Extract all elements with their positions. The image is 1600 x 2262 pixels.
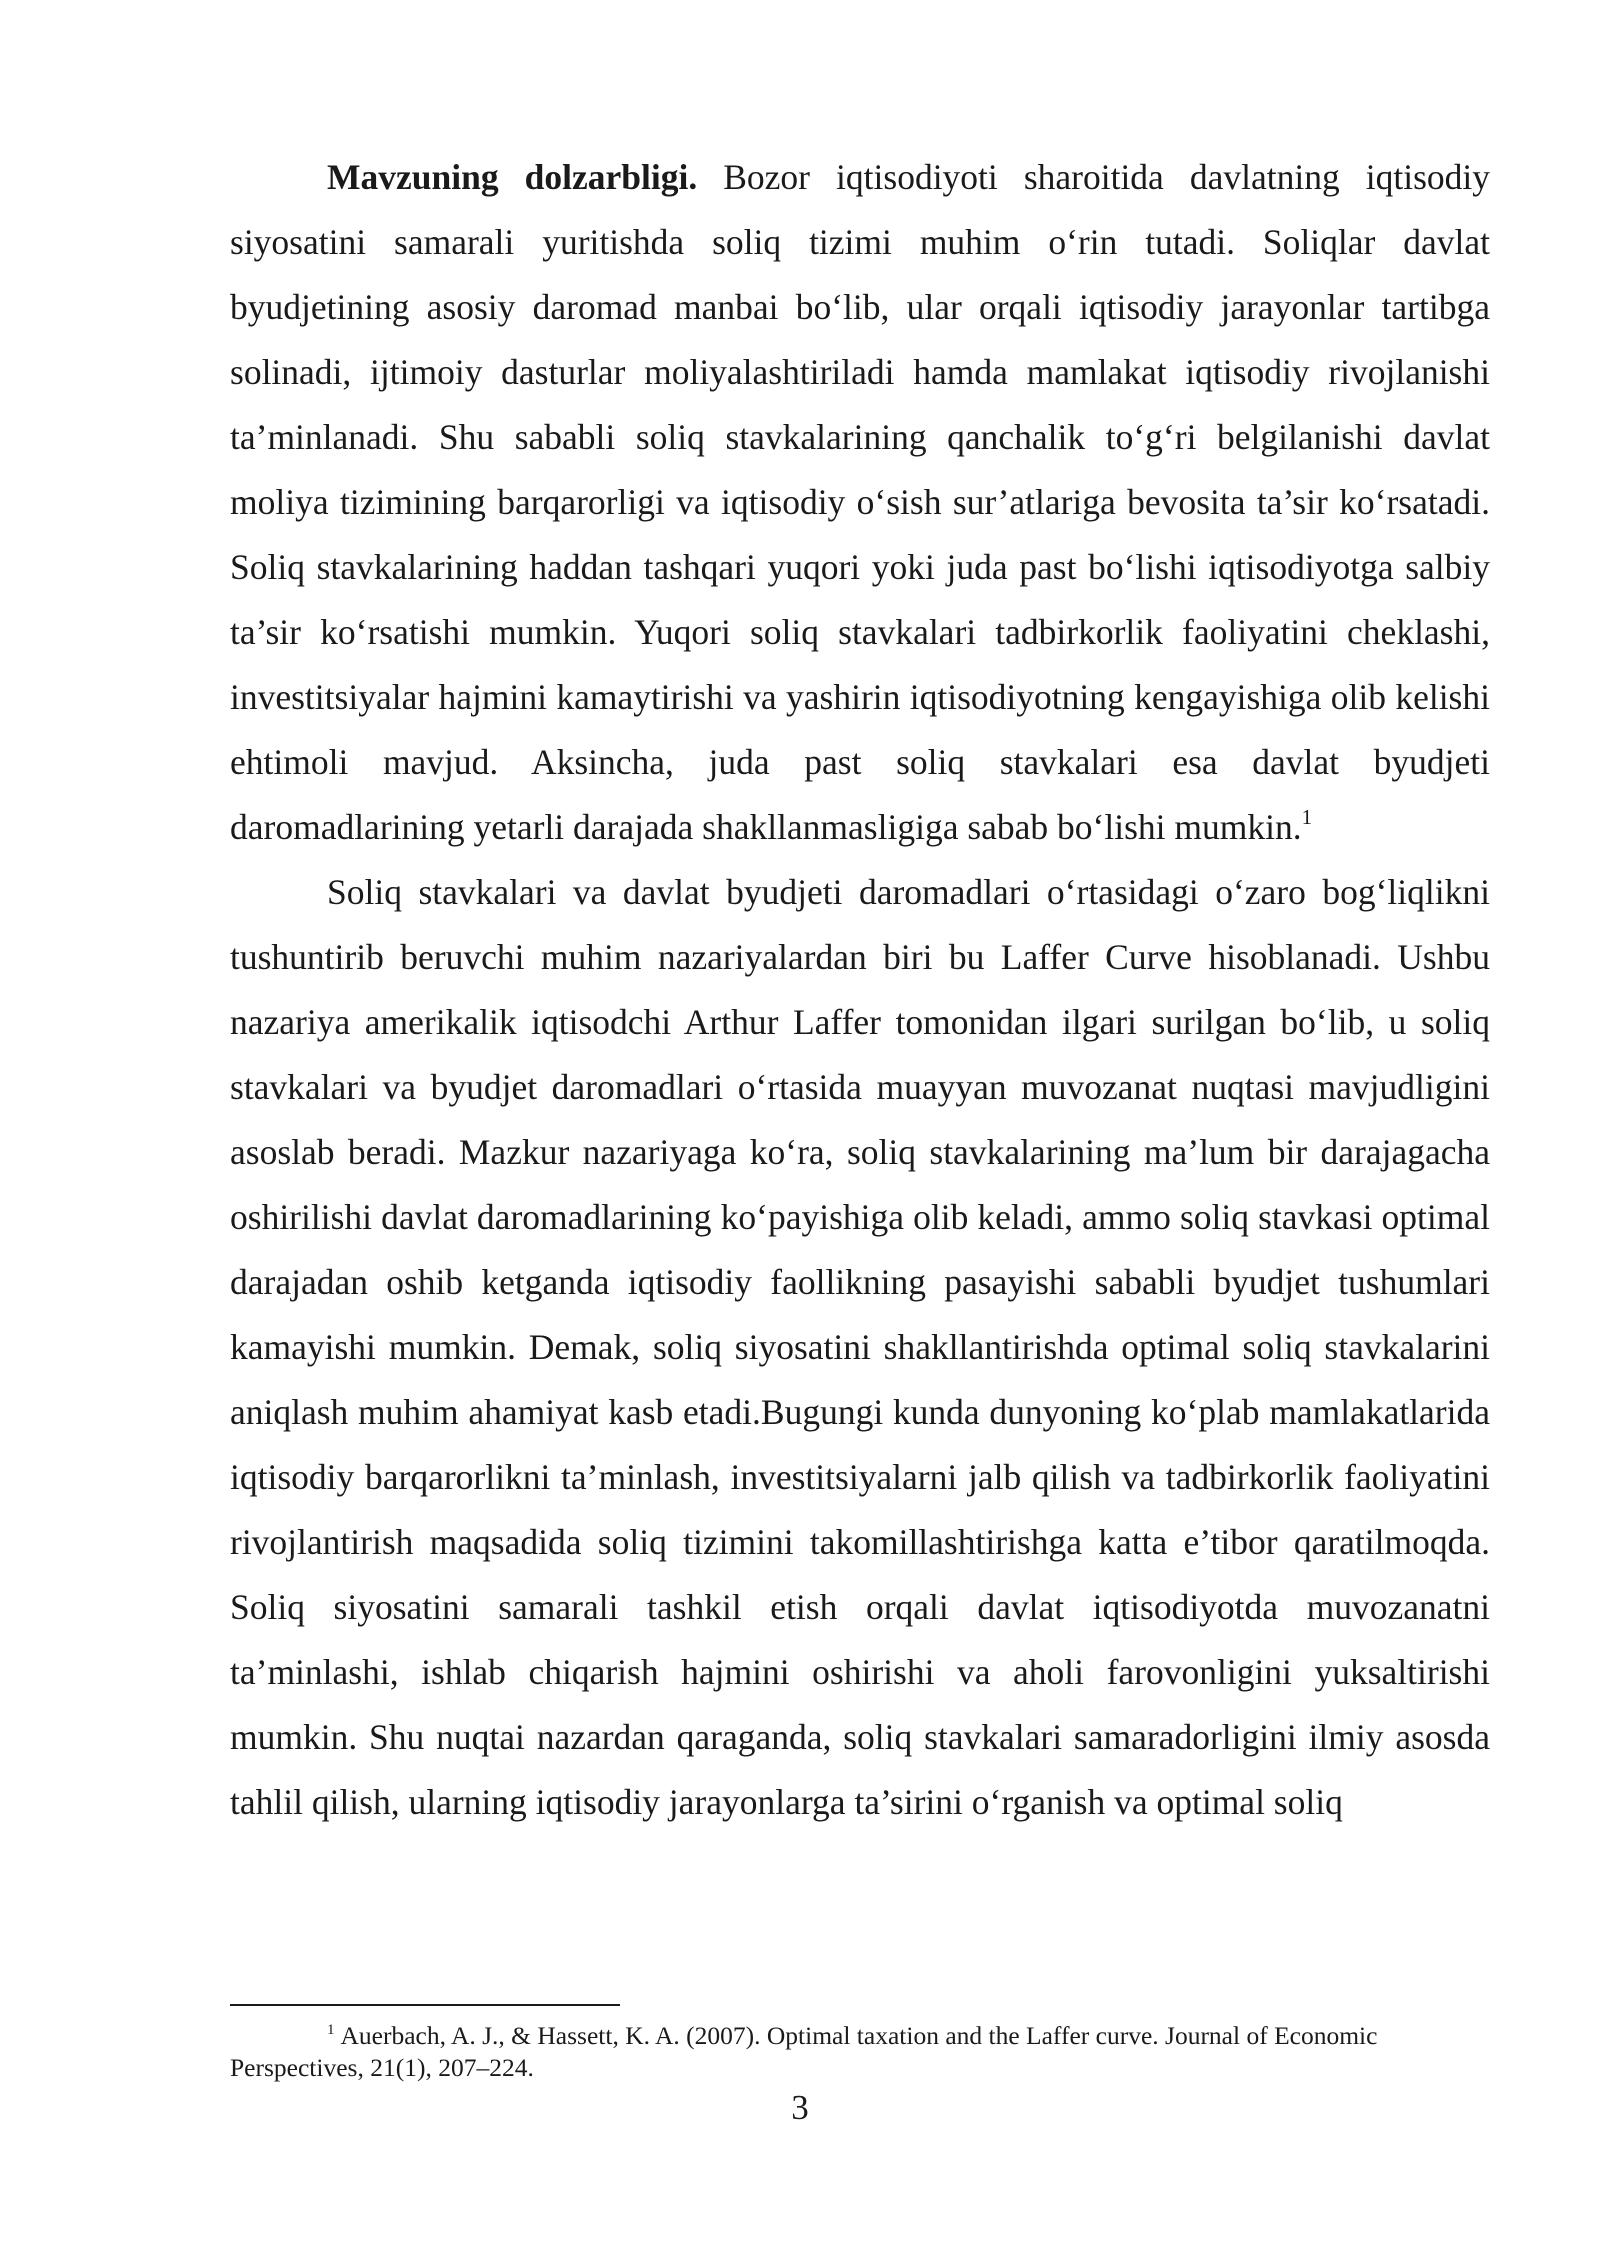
paragraph-lead-heading: Mavzuning dolzarbligi.: [327, 157, 698, 197]
paragraph-laffer: [230, 860, 1490, 1835]
footnote: [230, 2020, 1490, 2084]
paragraph-relevance: [230, 145, 1490, 860]
page-number: 3: [791, 2088, 809, 2127]
footnote-marker: 1: [327, 2022, 335, 2038]
body-text: [230, 145, 1490, 1835]
paragraph-text: Bozor iqtisodiyoti sharoitida davlatning iqtisodiy siyosatini samarali yuritishda soliq tizimi muhim o‘rin tutadi. Soliqlar davlat byudjetining asosiy daromad manbai bo‘lib, ular orqali iqtisodiy jarayonlar tartibga solinadi, ijtimoiy dasturlar moliyalashtiriladi hamda mamlakat iqtisodiy rivojlanishi ta’minlanadi. Shu sababli soliq stavkalarining qanchalik to‘g‘ri belgilanishi davlat moliya tizimining barqarorligi va iqtisodiy o‘sish sur’atlariga bevosita ta’sir ko‘rsatadi. Soliq stavkalarining haddan tashqari yuqori yoki juda past bo‘lishi iqtisodiyotga salbiy ta’sir ko‘rsatishi mumkin. Yuqori soliq stavkalari tadbirkorlik faoliyatini cheklashi, investitsiyalar hajmini kamaytirishi va yashirin iqtisodiyotning kengayishiga olib kelishi ehtimoli mavjud. Aksincha, juda past soliq stavkalari esa davlat byudjeti daromadlarining yetarli darajada shakllanmasligiga sabab bo‘lishi mumkin.: [230, 157, 1490, 847]
footnote-text: Auerbach, A. J., & Hassett, K. A. (2007). Optimal taxation and the Laffer curve. Journal of Economic Perspectives, 21(1), 207–224.: [230, 2021, 1378, 2082]
footnote-separator: [230, 2004, 620, 2006]
footnote-reference[interactable]: 1: [1301, 805, 1313, 829]
paragraph-text: Soliq stavkalari va davlat byudjeti daromadlari o‘rtasidagi o‘zaro bog‘liqlikni tushuntirib beruvchi muhim nazariyalardan biri bu Laffer Curve hisoblanadi. Ushbu nazariya amerikalik iqtisodchi Arthur Laffer tomonidan ilgari surilgan bo‘lib, u soliq stavkalari va byudjet daromadlari o‘rtasida muayyan muvozanat nuqtasi mavjudligini asoslab beradi. Mazkur nazariyaga ko‘ra, soliq stavkalarining ma’lum bir darajagacha oshirilishi davlat daromadlarining ko‘payishiga olib keladi, ammo soliq stavkasi optimal darajadan oshib ketganda iqtisodiy faollikning pasayishi sababli byudjet tushumlari kamayishi mumkin. Demak, soliq siyosatini shakllantirishda optimal soliq stavkalarini aniqlash muhim ahamiyat kasb etadi.Bugungi kunda dunyoning ko‘plab mamlakatlarida iqtisodiy barqarorlikni ta’minlash, investitsiyalarni jalb qilish va tadbirkorlik faoliyatini rivojlantirish maqsadida soliq tizimini takomillashtirishga katta e’tibor qaratilmoqda. Soliq siyosatini samarali tashkil etish orqali davlat iqtisodiyotda muvozanatni ta’minlashi, ishlab chiqarish hajmini oshirishi va aholi farovonligini yuksaltirishi mumkin. Shu nuqtai nazardan qaraganda, soliq stavkalari samaradorligini ilmiy asosda tahlil qilish, ularning iqtisodiy jarayonlarga ta’sirini o‘rganish va optimal soliq: [230, 872, 1490, 1822]
